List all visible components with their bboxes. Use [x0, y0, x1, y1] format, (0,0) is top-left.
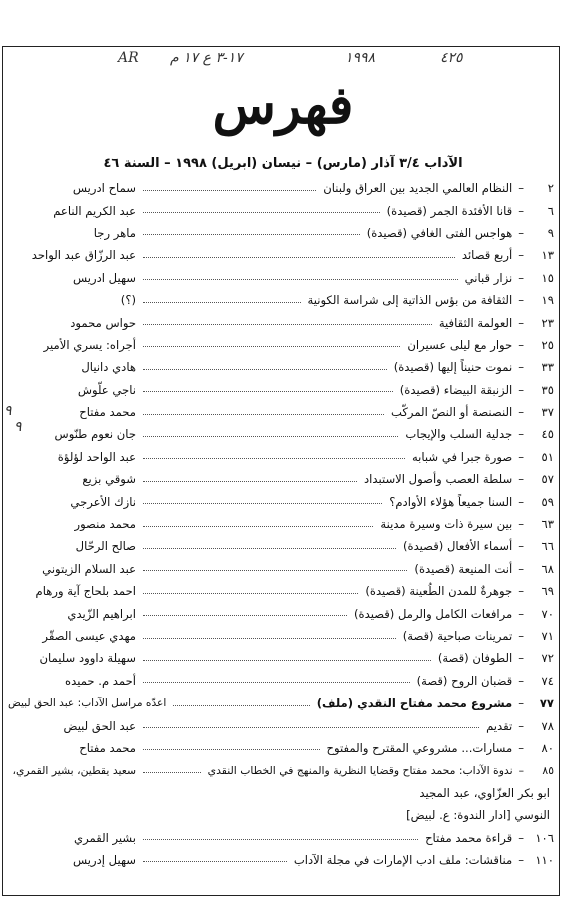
entry-page: ٥٩ [541, 494, 554, 509]
entry-page: ١٣ [541, 248, 554, 263]
entry-author: عبد الواحد لؤلؤة [57, 449, 136, 464]
entry-author: عبد الرزّاق عبد الواحد [31, 248, 136, 263]
entry-author: سعيد يقطين، بشير القمري، [12, 763, 136, 777]
entry-author: جان نعوم طنّوس [54, 427, 136, 442]
toc-entry: ٢ – النظام العالمي الجديد بين العراق ولبنان سماح ادريس [8, 177, 554, 199]
entry-title: أنت المنيعة (قصيدة) [414, 561, 513, 576]
entry-page: ٢٥ [541, 337, 554, 352]
entry-title: سلطة العصب وأصول الاستبداد [363, 472, 513, 487]
entry-author: احمد بلحاج آية ورهام [35, 584, 136, 599]
entry-title: قراءة محمد مفتاح [425, 830, 513, 845]
entry-author: شوقي بزيع [82, 472, 136, 487]
entry-page: ٧١ [541, 629, 554, 643]
entry-page: ٦٦ [541, 539, 554, 554]
entry-page: ٧٤ [541, 673, 554, 688]
toc-entry: ٣٧ – النصنصة أو النصّ المركّب محمد مفتاح ٩ [4, 402, 554, 420]
entry-page: ٣٧ [541, 405, 554, 420]
entry-author-continuation: النوسي [ادار الندوة: ع. لبيض] [406, 807, 550, 822]
issue-subtitle: الآداب ٣/٤ آذار (مارس) – نيسان (ابريل) ١٩٩٨ – السنة ٤٦ [103, 156, 463, 171]
toc-entry: ٦ – قانا الأفئدة الجمر (قصيدة) عبد الكريم الناعم [8, 199, 554, 221]
entry-page: ٦٩ [541, 584, 554, 599]
entry-author: سهيل إدريس [72, 852, 136, 867]
toc-entry: ١٠٦ – قراءة محمد مفتاح بشير القمري [8, 826, 554, 848]
toc-entry: ٥٧ – سلطة العصب وأصول الاستبداد شوقي بزيع [8, 468, 554, 490]
entry-title: النصنصة أو النصّ المركّب [391, 405, 513, 420]
handwritten-note-center: ١٧-٣ ع ١٧ م [170, 50, 243, 66]
entry-title: نزار قباني [464, 270, 513, 285]
entry-author: مهدي عيسى الصقّر [42, 629, 136, 643]
toc-entry: ٨٠ – مسارات... مشروعي المقترح والمفتوح محمد مفتاح [8, 737, 554, 759]
entry-author: أجراه: يسري الأمير [43, 337, 136, 352]
toc-entry: ١١٠ – مناقشات: ملف ادب الإمارات في مجلة الآداب سهيل إدريس [8, 849, 554, 871]
entry-author: حواس محمود [70, 315, 136, 330]
entry-page: ٦٣ [541, 517, 554, 532]
entry-author: صالح الرحّال [75, 539, 136, 554]
entry-page: ٣٥ [541, 382, 554, 397]
entry-title: السنا جميعاً هؤلاء الأوادم؟ [389, 494, 513, 509]
entry-title: أربع قصائد [461, 248, 513, 263]
toc-entry: ٣٥ – الزنبقة البيضاء (قصيدة) ناجي علّوش [8, 379, 554, 401]
entry-author: سماح ادريس [72, 181, 136, 196]
entry-page: ٧٧ [539, 696, 554, 711]
entry-page: ٧٢ [541, 651, 554, 666]
entry-author: (؟) [120, 293, 136, 308]
toc-entry: ٦٨ – أنت المنيعة (قصيدة) عبد السلام الزيتوني [8, 558, 554, 580]
toc-entry: ٦٩ – جوهرةٌ للمدن الطُعينة (قصيدة) احمد بلحاج آية ورهام [8, 580, 554, 602]
entry-page: ٨٥ [542, 763, 554, 777]
entry-title: الثقافة من بؤس الذاتية إلى شراسة الكونية [307, 293, 513, 308]
toc-entry: ٥١ – صورة جبرا في شبابه عبد الواحد لؤلؤة [8, 446, 554, 468]
entry-author: ابراهيم الزّيدي [67, 606, 136, 621]
entry-title: الزنبقة البيضاء (قصيدة) [399, 382, 513, 397]
toc-entry-section: ٧٧ – مشروع محمد مفتاح النقدي (ملف) اعدّه مراسل الآداب: عبد الحق لبيض [8, 696, 554, 711]
entry-author: هادي دانيال [81, 360, 136, 375]
entry-page: ٤٥ [541, 427, 554, 442]
toc-entry: ١٩ – الثقافة من بؤس الذاتية إلى شراسة الكونية (؟) [8, 289, 554, 311]
entry-author: أحمد م. حميده [65, 673, 136, 688]
entry-title: بين سيرة ذات وسيرة مدينة [380, 517, 513, 532]
entry-page: ١٥ [541, 270, 554, 285]
margin-mark: ٩ [4, 402, 12, 419]
entry-author: بشير القمري [74, 830, 136, 845]
entry-title: جدلية السلب والإيجاب [405, 427, 513, 442]
entry-page: ١٠٦ [535, 830, 554, 845]
toc-entry: ٧٨ – تقديم عبد الحق لبيض [8, 714, 554, 736]
entry-page: ١١٠ [535, 852, 554, 867]
entry-author: سهيلة داوود سليمان [39, 651, 136, 666]
entry-author: محمد مفتاح [79, 740, 136, 755]
entry-page: ٦ [547, 203, 554, 218]
handwritten-note-left: AR [118, 50, 139, 66]
entry-title: الطوفان (قصة) [437, 651, 513, 666]
entry-page: ٧٨ [541, 718, 554, 733]
toc-entry: ٧٤ – قضبان الروح (قصة) أحمد م. حميده [8, 670, 554, 692]
toc-entry: ١٣ – أربع قصائد عبد الرزّاق عبد الواحد [8, 244, 554, 266]
entry-author-continuation: ابو بكر العزّاوي، عبد المجيد [419, 785, 550, 800]
entry-title: مرافعات الكامل والرمل (قصيدة) [354, 606, 513, 621]
entry-title: النظام العالمي الجديد بين العراق ولبنان [323, 181, 513, 196]
entry-page: ٢٣ [541, 315, 554, 330]
entry-page: ٨٠ [541, 740, 554, 755]
page-title: فهرس [212, 75, 354, 136]
toc-entry: ٢٣ – العولمة الثقافية حواس محمود [8, 311, 554, 333]
entry-title: حوار مع ليلى عسيران [407, 337, 513, 352]
entry-title: صورة جبرا في شبابه [411, 449, 513, 464]
entry-author: عبد السلام الزيتوني [42, 561, 136, 576]
entry-title: قانا الأفئدة الجمر (قصيدة) [386, 203, 513, 218]
toc-entry: ٩ – هواجس الفتى الغافي (قصيدة) ماهر رجا [8, 222, 554, 244]
toc-entry: ٦٦ – أسماء الأفعال (قصيدة) صالح الرحّال [8, 535, 554, 557]
entry-author: عبد الحق لبيض [63, 718, 136, 733]
entry-author: عبد الكريم الناعم [53, 203, 136, 218]
toc-entry: ٥٩ – السنا جميعاً هؤلاء الأوادم؟ نازك الأعرجي [8, 490, 554, 512]
toc-entry: ٣٣ – نموت حنيناً إليها (قصيدة) هادي دانيال [8, 356, 554, 378]
entry-author: ماهر رجا [93, 225, 136, 240]
entry-title: مناقشات: ملف ادب الإمارات في مجلة الآداب [293, 852, 513, 867]
entry-title: أسماء الأفعال (قصيدة) [402, 539, 513, 554]
toc-entry: ٤٥ – جدلية السلب والإيجاب جان نعوم طنّوس ٩ [8, 423, 554, 445]
toc-entry: ٨٥ – ندوة الآداب: محمد مفتاح وقضايا النظرية والمنهج في الخطاب النقدي سعيد يقطين، بشير القمري، [8, 759, 554, 781]
entry-author: محمد مفتاح [79, 405, 136, 420]
entry-author: ناجي علّوش [77, 382, 136, 397]
entry-title: قضبان الروح (قصة) [416, 673, 513, 688]
handwritten-note-number: ٤٢٥ [440, 50, 463, 66]
entry-title: ندوة الآداب: محمد مفتاح وقضايا النظرية والمنهج في الخطاب النقدي [207, 763, 513, 777]
entry-title: هواجس الفتى الغافي (قصيدة) [366, 225, 513, 240]
entry-title: جوهرةٌ للمدن الطُعينة (قصيدة) [365, 584, 513, 599]
entry-title: تمرينات صباحية (قصة) [402, 629, 513, 643]
toc-entry: ٢٥ – حوار مع ليلى عسيران أجراه: يسري الأمير [8, 334, 554, 356]
toc-entry: ١٥ – نزار قباني سهيل ادريس [8, 267, 554, 289]
entry-title: العولمة الثقافية [438, 315, 513, 330]
entry-page: ٣٣ [541, 360, 554, 375]
entry-page: ١٩ [541, 293, 554, 308]
entry-page: ٥١ [541, 449, 554, 464]
entry-page: ٥٧ [541, 472, 554, 487]
entry-page: ٩ [547, 225, 554, 240]
entry-author: سهيل ادريس [72, 270, 136, 285]
entry-page: ٧٠ [541, 606, 554, 621]
entry-title: مشروع محمد مفتاح النقدي (ملف) [316, 696, 513, 711]
entry-page: ٦٨ [541, 561, 554, 576]
toc-entry: ٧١ – تمرينات صباحية (قصة) مهدي عيسى الصقّر [8, 625, 554, 647]
entry-page: ٢ [547, 181, 554, 196]
toc-entry: ٧٢ – الطوفان (قصة) سهيلة داوود سليمان [8, 647, 554, 669]
toc-entry: ٧٠ – مرافعات الكامل والرمل (قصيدة) ابراهيم الزّيدي [8, 602, 554, 624]
entry-title: تقديم [486, 718, 513, 733]
entry-author: اعدّه مراسل الآداب: عبد الحق لبيض [8, 697, 167, 710]
entry-author: محمد منصور [74, 517, 136, 532]
entry-author: نازك الأعرجي [70, 494, 136, 509]
handwritten-note-year: ١٩٩٨ [345, 50, 376, 66]
entry-title: مسارات... مشروعي المقترح والمفتوح [326, 740, 513, 755]
margin-mark: ٩ [14, 419, 22, 436]
entry-title: نموت حنيناً إليها (قصيدة) [393, 360, 513, 375]
toc-list [4, 177, 554, 871]
toc-entry: ٦٣ – بين سيرة ذات وسيرة مدينة محمد منصور [8, 513, 554, 535]
